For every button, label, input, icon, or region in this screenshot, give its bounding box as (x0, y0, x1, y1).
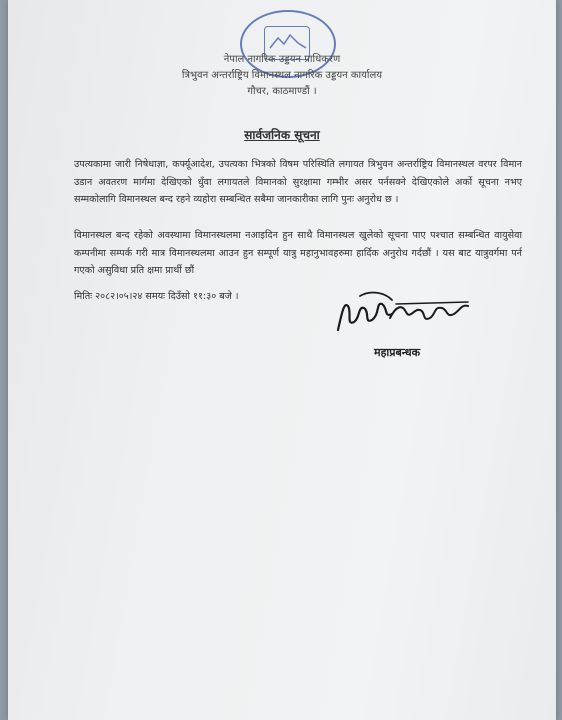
notice-paper (8, 0, 556, 720)
subject-text: सार्वजनिक सूचना (244, 128, 320, 142)
handwritten-signature (330, 282, 480, 346)
notice-subject (8, 126, 556, 143)
organization-name: नेपाल नागरिक उड्डयन प्राधिकरण (223, 54, 341, 65)
date-time-line: मितिः २०८२।०५।२४ समयः दिउँसो ११:३० बजे । (74, 291, 239, 302)
office-name: त्रिभुवन अन्तर्राष्ट्रिय विमानस्थल नागरिक उड्डयन कार्यालय (181, 70, 383, 81)
notice-paragraph-2: विमानस्थल बन्द रहेको अवस्थामा विमानस्थलमा नआइदिन हुन साथै विमानस्थल खुलेको सूचना पाए पश्चात सम्बन्धित वायुसेवा कम्पनीमा सम्पर्क गरी मात्र विमानस्थलमा आउन हुन सम्पूर्ण यात्रु महानुभावहरुमा हार्दिक अनुरोध गर्दछौं । यस बाट यात्रुवर्गमा पर्न गएको असुविधा प्रति क्षमा प्रार्थी छौं (74, 230, 522, 276)
seal-mountain-icon (268, 30, 308, 52)
signatory-title: महाप्रबन्धक (374, 346, 421, 359)
office-address: गौचर, काठमाण्डौं । (247, 86, 317, 97)
letterhead (8, 52, 556, 100)
notice-paragraph-1: उपत्यकामा जारी निषेधाज्ञा, कर्फ्यूआदेश, उपत्यका भित्रको विषम परिस्थिति लगायत त्रिभुवन अन्तर्राष्ट्रिय विमानस्थल वरपर विमान उडान अवतरण मार्गमा देखिएको धुँवा लगायतले विमानको सुरक्षामा गम्भीर असर पर्नसक्ने देखिएकोले अर्को सूचना नभए सम्मकोलागि विमानस्थल बन्द रहने व्यहोरा सम्बन्धित सबैमा जानकारीका लागि पुनः अनुरोध छ । (74, 159, 522, 205)
